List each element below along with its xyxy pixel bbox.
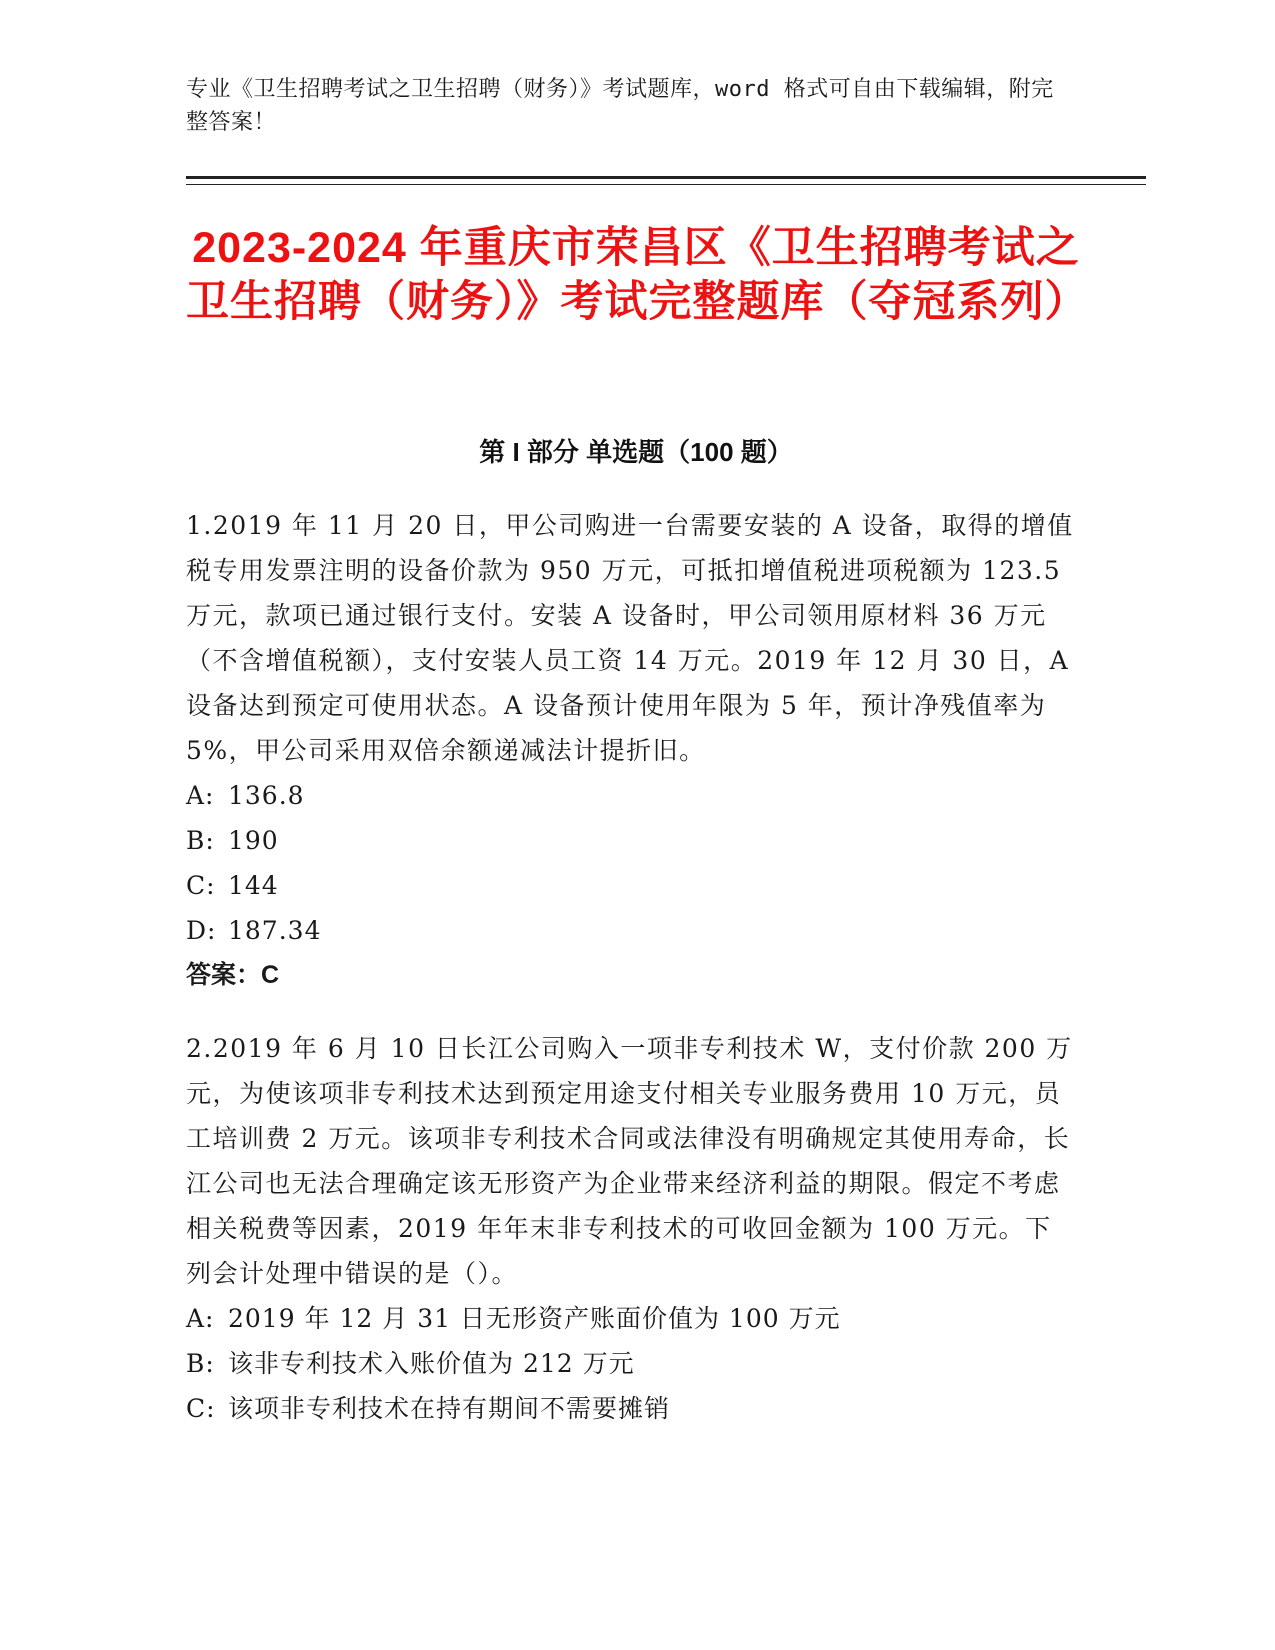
question-stem: 2.2019 年 6 月 10 日长江公司购入一项非专利技术 W，支付价款 200 万元，为使该项非专利技术达到预定用途支付相关专业服务费用 10 万元，员工培训费 2 万元。该项非专利技术合同或法律没有明确规定其使用寿命，长江公司也无法合理确定该无形资产为企业带来经济利益的期限。假定不考虑相关税费等因素，2019 年年末非专利技术的可收回金额为 100 万元。下列会计处理中错误的是（）。 — [186, 1034, 1073, 1288]
option-text: 144 — [228, 871, 279, 900]
option-b — [186, 818, 1076, 863]
option-key: A: — [186, 1304, 215, 1333]
option-key: B: — [186, 826, 215, 855]
answer: 答案：C — [186, 961, 280, 989]
option-key: C: — [186, 871, 216, 900]
option-text: 该非专利技术入账价值为 212 万元 — [228, 1349, 635, 1378]
question-1 — [186, 503, 1076, 998]
option-key: D: — [186, 916, 217, 945]
option-text: 190 — [228, 826, 279, 855]
header-note: 专业《卫生招聘考试之卫生招聘（财务）》考试题库，word 格式可自由下载编辑，附完整答案！ — [186, 77, 1054, 135]
option-key: C: — [186, 1394, 216, 1423]
option-a — [186, 1296, 1076, 1341]
option-text: 该项非专利技术在持有期间不需要摊销 — [228, 1394, 671, 1423]
document-title: 2023-2024 年重庆市荣昌区《卫生招聘考试之卫生招聘（财务）》考试完整题库（夺冠系列） — [186, 224, 1089, 326]
option-key: B: — [186, 1349, 215, 1378]
option-c — [186, 863, 1076, 908]
option-d — [186, 908, 1076, 953]
question-2 — [186, 1026, 1076, 1431]
section-heading: 第 I 部分 单选题（100 题） — [479, 437, 793, 467]
option-key: A: — [186, 781, 215, 810]
option-text: 187.34 — [228, 916, 322, 945]
option-c — [186, 1386, 1076, 1431]
option-b — [186, 1341, 1076, 1386]
header-rule-thin — [186, 184, 1146, 185]
option-a — [186, 773, 1076, 818]
option-text: 136.8 — [228, 781, 305, 810]
header-rule-thick — [186, 176, 1146, 179]
option-text: 2019 年 12 月 31 日无形资产账面价值为 100 万元 — [228, 1304, 841, 1333]
question-stem: 1.2019 年 11 月 20 日，甲公司购进一台需要安装的 A 设备，取得的增值税专用发票注明的设备价款为 950 万元，可抵扣增值税进项税额为 123.5 万元，款项已通过银行支付。安装 A 设备时，甲公司领用原材料 36 万元（不含增值税额），支付安装人员工资 14 万元。2019 年 12 月 30 日，A 设备达到预定可使用状态。A 设备预计使用年限为 5 年，预计净残值率为 5%，甲公司采用双倍余额递减法计提折旧。 — [186, 511, 1074, 765]
